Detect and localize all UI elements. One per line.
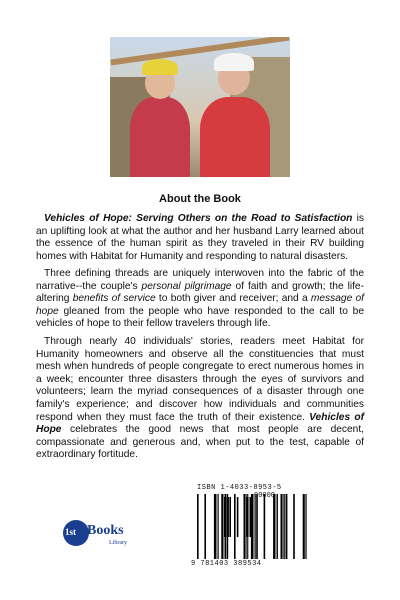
logo-badge: 1st (65, 527, 76, 537)
photo-white-hardhat (214, 53, 254, 71)
p2-text-e: to both giver and receiver; and a (155, 293, 311, 305)
p3-text-c: celebrates the good news that most people are decent, compassionate and generous and, when put to the test, capable of extraordinary fortitude. (36, 424, 364, 461)
paragraph-1 (36, 213, 364, 263)
barcode-digits: 9 781403 389534 (191, 560, 262, 568)
barcode-bars (197, 494, 307, 559)
p2-text-a: Three defining threads are uniquely interwoven into the fabric of the narrative--the couple's (36, 268, 364, 292)
photo-person-man (200, 97, 270, 177)
cover-photo (110, 37, 290, 177)
paragraph-2 (36, 268, 364, 331)
publisher-logo (63, 520, 133, 550)
p2-text-g: gleaned from the people who have responded to the call to be vehicles of hope to their fellow travelers through life. (36, 305, 364, 330)
p2-emph-hope: message of hope (36, 293, 365, 317)
p3-text-a: Through nearly 40 individuals' stories, readers meet Habitat for Humanity homeowners and observe all the constituencies that must mesh when hundreds of people congregate to erect numerous homes in a week; encounter three disasters through the eyes of survivors and volunteers; learn the myriad consequences of a disaster through one family's experience; and discover how individuals and communities respond when they must face the truth of their existence. (36, 336, 364, 423)
logo-sub: Library (109, 540, 127, 546)
addon-barcode-bars (222, 497, 252, 537)
photo-yellow-hardhat (142, 59, 178, 75)
paragraph-1-text: is an uplifting look at what the author and her husband Larry learned about the essence of the human spirit as they traveled in their RV building homes with Habitat for Humanity and responding to natural disasters. (36, 213, 365, 262)
logo-circle-icon (63, 520, 89, 546)
p2-emph-pilgrimage: personal pilgrimage (141, 280, 232, 292)
about-heading: About the Book (159, 193, 241, 205)
photo-person-woman (130, 97, 190, 177)
p3-book-title: Vehicles of Hope (36, 411, 364, 436)
p2-text-c: of faith and growth; the life-altering (36, 280, 364, 305)
isbn-text: ISBN 1-4033-8953-5 (197, 484, 282, 492)
p2-emph-benefits: benefits of service (72, 293, 156, 305)
paragraph-3 (36, 336, 364, 462)
logo-name: Books (87, 523, 124, 538)
book-title: Vehicles of Hope: Serving Others on the Road to Satisfaction (44, 213, 353, 224)
price-code: 90000 (254, 492, 276, 500)
